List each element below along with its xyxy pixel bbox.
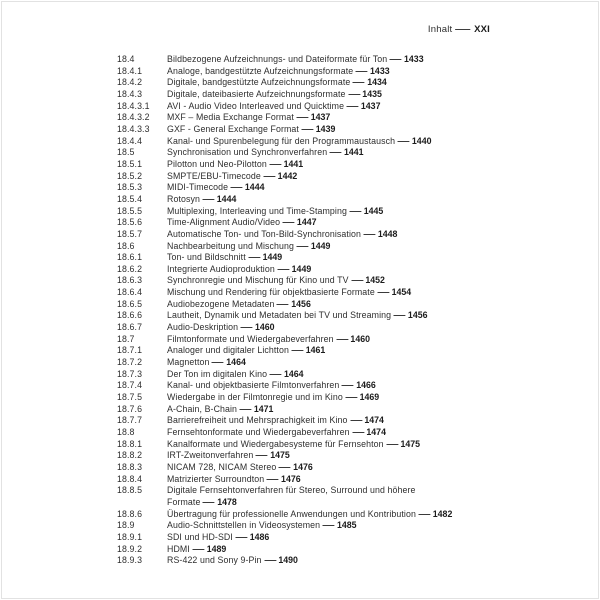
toc-title: MIDI-Timecode <box>167 182 229 193</box>
toc-title: Filmtonformate und Wiedergabeverfahren <box>167 333 334 344</box>
toc-number: 18.7 <box>117 333 135 344</box>
toc-title: Analoge, bandgestützte Aufzeichnungsformate <box>167 65 354 76</box>
toc-page: 1447 <box>296 217 317 228</box>
toc-title: Matrizierter Surroundton <box>167 473 265 484</box>
toc-title: A-Chain, B-Chain <box>167 403 238 414</box>
toc-entry-text <box>167 345 582 357</box>
toc-dash: — <box>202 193 215 204</box>
toc-dash: — <box>282 217 295 228</box>
toc-entry-text <box>167 217 582 229</box>
toc-row <box>117 404 587 416</box>
toc-title: GXF - General Exchange Format <box>167 123 299 134</box>
toc-page: 1440 <box>411 135 432 146</box>
toc-page: 1444 <box>216 193 237 204</box>
toc-number: 18.9.1 <box>117 531 143 542</box>
toc-entry-text <box>167 264 582 276</box>
toc-number: 18.4.2 <box>117 77 143 88</box>
toc-page: 1449 <box>262 252 283 263</box>
toc-page: 1448 <box>377 228 398 239</box>
toc-entry-text <box>167 171 582 183</box>
toc-row <box>117 334 587 346</box>
toc-row <box>117 194 587 206</box>
toc-page: 1460 <box>350 333 370 344</box>
toc-page: 1489 <box>206 543 227 554</box>
toc-number: 18.6.6 <box>117 310 143 321</box>
toc-entry-text <box>167 509 582 521</box>
toc-dash: — <box>301 123 314 134</box>
toc-number: 18.4 <box>117 54 135 64</box>
toc-title: Digitale, bandgestützte Aufzeichnungsformate <box>167 77 351 88</box>
toc-dash: — <box>363 228 376 239</box>
toc-row <box>117 171 587 183</box>
toc-page: 1439 <box>315 123 336 134</box>
page-header <box>428 24 490 35</box>
toc-entry-text <box>167 532 582 544</box>
toc-dash: — <box>269 158 282 169</box>
toc-number: 18.8.3 <box>117 461 143 472</box>
toc-title: Synchronisation und Synchronverfahren <box>167 147 328 158</box>
toc-dash: — <box>352 427 364 437</box>
toc-title: Analoger und digitaler Lichtton <box>167 345 289 356</box>
toc-row <box>117 485 587 508</box>
toc-dash: — <box>277 263 290 274</box>
toc-number: 18.4.3.1 <box>117 100 150 111</box>
toc-row <box>117 415 587 427</box>
toc-number: 18.7.4 <box>117 380 143 391</box>
toc-page: 1466 <box>356 380 376 391</box>
toc-dash: — <box>393 310 406 321</box>
toc-number: 18.9.3 <box>117 555 143 566</box>
toc-entry-text <box>167 404 582 416</box>
toc-page: 1444 <box>244 182 265 193</box>
toc-dash: — <box>349 415 362 426</box>
toc-dash: — <box>211 357 224 368</box>
toc-entry-text <box>167 544 582 556</box>
toc-row <box>117 532 587 544</box>
toc-dash: — <box>322 520 335 531</box>
toc-entry-text <box>167 369 582 381</box>
toc-entry-text <box>167 147 582 159</box>
toc-number: 18.8.1 <box>117 438 143 449</box>
toc-dash: — <box>263 555 276 566</box>
toc-row <box>117 299 587 311</box>
toc-entry-text <box>167 287 582 299</box>
toc-page: 1471 <box>253 403 274 414</box>
toc-number: 18.8.5 <box>117 485 143 496</box>
toc-dash: — <box>192 543 205 554</box>
toc-row <box>117 369 587 381</box>
header-dash: — <box>455 24 471 35</box>
toc-entry-text <box>167 101 582 113</box>
toc-title: Audio-Schnittstellen in Videosystemen <box>167 520 321 531</box>
toc-number: 18.5.7 <box>117 228 143 239</box>
toc-number: 18.9 <box>117 520 135 531</box>
toc-number: 18.5.5 <box>117 205 143 216</box>
book-page <box>1 1 599 599</box>
toc-row <box>117 345 587 357</box>
toc-title: Time-Alignment Audio/Video <box>167 217 281 228</box>
toc-number: 18.5.4 <box>117 193 143 204</box>
toc-page: 1482 <box>432 508 453 519</box>
toc-number: 18.5 <box>117 147 135 158</box>
toc-title: Kanalformate und Wiedergabesysteme für Fernsehton <box>167 438 384 449</box>
toc-page: 1449 <box>291 263 312 274</box>
toc-entry-text <box>167 66 582 78</box>
toc-number: 18.6.3 <box>117 275 143 286</box>
toc-page: 1454 <box>391 287 412 298</box>
toc-entry-text <box>167 124 582 136</box>
toc-number: 18.7.1 <box>117 345 143 356</box>
toc-row <box>117 474 587 486</box>
toc-number: 18.8.6 <box>117 508 143 519</box>
toc-title: Fernsehtonformate und Wiedergabeverfahren <box>167 427 350 437</box>
toc-number: 18.7.2 <box>117 357 143 368</box>
toc-row <box>117 509 587 521</box>
toc-entry-text <box>167 555 582 567</box>
toc-page: 1452 <box>365 275 385 286</box>
toc-row <box>117 147 587 159</box>
toc-page: 1476 <box>281 473 301 484</box>
toc-page: 1435 <box>362 88 382 99</box>
toc-title: NICAM 728, NICAM Stereo <box>167 461 277 472</box>
toc-dash: — <box>346 100 359 111</box>
toc-entry-text <box>167 380 582 392</box>
toc-row <box>117 217 587 229</box>
toc-entry-text <box>167 89 582 101</box>
toc-title: Digitale, dateibasierte Aufzeichnungsformate <box>167 88 346 99</box>
toc-row <box>117 310 587 322</box>
toc-page: 1461 <box>305 345 326 356</box>
toc-dash: — <box>341 380 354 391</box>
toc-entry-text <box>167 112 582 124</box>
toc-title: HDMI <box>167 543 190 554</box>
toc-row <box>117 264 587 276</box>
toc-row <box>117 450 587 462</box>
toc-title: Integrierte Audioproduktion <box>167 263 275 274</box>
toc-dash: — <box>386 438 398 449</box>
toc-dash: — <box>397 135 410 146</box>
toc-dash: — <box>296 112 309 123</box>
toc-dash: — <box>296 240 309 251</box>
toc-number: 18.7.3 <box>117 368 143 379</box>
toc-page: 1441 <box>343 147 364 158</box>
toc-number: 18.6.4 <box>117 287 143 298</box>
toc-dash: — <box>239 403 252 414</box>
toc-number: 18.7.6 <box>117 403 143 414</box>
toc-page: 1460 <box>254 322 275 333</box>
toc-dash: — <box>240 322 253 333</box>
toc-row <box>117 520 587 532</box>
toc-dash: — <box>336 333 348 344</box>
toc-row <box>117 275 587 287</box>
toc-title: Kanal- und objektbasierte Filmtonverfahren <box>167 380 340 391</box>
toc-number: 18.6.2 <box>117 263 143 274</box>
toc-dash: — <box>263 170 276 181</box>
toc-title: Rotosyn <box>167 193 200 204</box>
toc-row <box>117 544 587 556</box>
toc-page: 1464 <box>283 368 304 379</box>
toc-page: 1456 <box>407 310 428 321</box>
toc-entry-text <box>167 334 582 346</box>
toc-dash: — <box>377 287 390 298</box>
toc-number: 18.7.7 <box>117 415 143 426</box>
toc-entry-text <box>167 310 582 322</box>
toc-page: 1476 <box>293 461 313 472</box>
toc-title: Magnetton <box>167 357 210 368</box>
toc-number: 18.5.6 <box>117 217 143 228</box>
toc-number: 18.4.4 <box>117 135 143 146</box>
toc-number: 18.6 <box>117 240 135 251</box>
toc-page: 1441 <box>283 158 304 169</box>
toc-title: Audio-Deskription <box>167 322 239 333</box>
toc-row <box>117 427 587 439</box>
toc-title: Synchronregie und Mischung für Kino und TV <box>167 275 349 286</box>
header-section-label: Inhalt <box>427 24 453 35</box>
toc-entry-text <box>167 299 582 311</box>
toc-number: 18.8.2 <box>117 450 143 461</box>
toc-entry-text <box>167 357 582 369</box>
toc-dash: — <box>345 392 358 403</box>
toc-title: IRT-Zweitonverfahren <box>167 450 254 461</box>
toc-dash: — <box>349 205 362 216</box>
toc-entry-text <box>167 229 582 241</box>
toc-row <box>117 287 587 299</box>
toc-title: Wiedergabe in der Filmtonregie und im Kino <box>167 392 343 403</box>
toc-dash: — <box>269 368 282 379</box>
toc-entry-text <box>167 159 582 171</box>
toc-row <box>117 322 587 334</box>
toc-number: 18.6.5 <box>117 298 143 309</box>
toc-entry-text <box>167 392 582 404</box>
toc-dash: — <box>351 275 363 286</box>
toc-dash: — <box>278 461 291 472</box>
toc-dash: — <box>347 88 360 99</box>
toc-page: 1475 <box>400 438 421 449</box>
toc-list <box>117 54 587 567</box>
toc-page: 1486 <box>249 531 270 542</box>
toc-entry-text <box>167 462 582 474</box>
toc-entry-text <box>167 474 582 486</box>
toc-row <box>117 462 587 474</box>
toc-title: MXF – Media Exchange Format <box>167 112 294 123</box>
toc-number: 18.5.2 <box>117 170 143 181</box>
toc-number: 18.4.3 <box>117 88 143 99</box>
toc-title: Mischung und Rendering für objektbasierte Formate <box>167 287 375 298</box>
toc-dash: — <box>230 182 243 193</box>
toc-number: 18.4.3.3 <box>117 123 150 134</box>
toc-row <box>117 159 587 171</box>
toc-number: 18.8 <box>117 427 135 437</box>
toc-title: Übertragung für professionelle Anwendungen und Kontribution <box>167 508 416 519</box>
toc-number: 18.6.1 <box>117 252 143 263</box>
toc-number: 18.4.1 <box>117 65 143 76</box>
toc-page: 1445 <box>363 205 384 216</box>
toc-number: 18.9.2 <box>117 543 143 554</box>
toc-page: 1485 <box>336 520 357 531</box>
toc-page: 1442 <box>277 170 298 181</box>
toc-page: 1433 <box>370 65 390 76</box>
toc-dash: — <box>266 473 279 484</box>
toc-entry-text <box>167 439 582 451</box>
toc-row <box>117 241 587 253</box>
toc-title: Bildbezogene Aufzeichnungs- und Dateiformate für Ton <box>167 54 388 64</box>
toc-dash: — <box>329 147 342 158</box>
toc-row <box>117 439 587 451</box>
toc-number: 18.5.1 <box>117 158 143 169</box>
toc-entry-text <box>167 322 582 334</box>
toc-number: 18.4.3.2 <box>117 112 150 123</box>
toc-page: 1437 <box>310 112 331 123</box>
toc-title: Audiobezogene Metadaten <box>167 298 275 309</box>
toc-row <box>117 136 587 148</box>
toc-title: Lautheit, Dynamik und Metadaten bei TV und Streaming <box>167 310 392 321</box>
toc-page: 1434 <box>367 77 387 88</box>
toc-dash: — <box>276 298 289 309</box>
header-page-number: XXI <box>474 24 490 35</box>
toc-row <box>117 229 587 241</box>
toc-row <box>117 124 587 136</box>
toc-entry-text <box>167 206 582 218</box>
toc-row <box>117 112 587 124</box>
toc-dash: — <box>352 77 365 88</box>
toc-row <box>117 380 587 392</box>
toc-number: 18.8.4 <box>117 473 143 484</box>
toc-entry-text <box>167 252 582 264</box>
toc-row <box>117 66 587 78</box>
toc-entry-text <box>167 485 582 508</box>
toc-title: Digitale Fernsehtonverfahren für Stereo, Surround und höhere Formate <box>167 485 416 507</box>
toc-entry-text <box>167 194 582 206</box>
toc-entry-text <box>167 415 582 427</box>
toc-dash: — <box>389 54 402 64</box>
toc-dash: — <box>355 65 368 76</box>
toc-title: Der Ton im digitalen Kino <box>167 368 268 379</box>
toc-number: 18.6.7 <box>117 322 143 333</box>
toc-title: Ton- und Bildschnitt <box>167 252 246 263</box>
toc-page: 1456 <box>291 298 311 309</box>
toc-row <box>117 357 587 369</box>
toc-row <box>117 392 587 404</box>
toc-page: 1475 <box>270 450 290 461</box>
toc-dash: — <box>418 508 431 519</box>
toc-title: Nachbearbeitung und Mischung <box>167 240 295 251</box>
toc-row <box>117 555 587 567</box>
toc-row <box>117 77 587 89</box>
toc-dash: — <box>291 345 304 356</box>
toc-entry-text <box>167 520 582 532</box>
toc-entry-text <box>167 182 582 194</box>
toc-entry-text <box>167 450 582 462</box>
toc-dash: — <box>202 496 215 507</box>
toc-page: 1437 <box>360 100 381 111</box>
toc-number: 18.7.5 <box>117 392 143 403</box>
toc-entry-text <box>167 136 582 148</box>
toc-entry-text <box>167 241 582 253</box>
toc-title: RS-422 und Sony 9-Pin <box>167 555 262 566</box>
toc-row <box>117 89 587 101</box>
toc-entry-text <box>167 54 582 66</box>
toc-number: 18.5.3 <box>117 182 143 193</box>
toc-page: 1478 <box>217 496 237 507</box>
toc-title: AVI - Audio Video Interleaved und Quicktime <box>167 100 345 111</box>
toc-page: 1464 <box>226 357 246 368</box>
toc-row <box>117 101 587 113</box>
toc-row <box>117 54 587 66</box>
toc-title: Kanal- und Spurenbelegung für den Programmaustausch <box>167 135 396 146</box>
toc-title: Barrierefreiheit und Mehrsprachigkeit im Kino <box>167 415 348 426</box>
toc-page: 1469 <box>359 392 380 403</box>
toc-row <box>117 182 587 194</box>
toc-page: 1490 <box>278 555 298 566</box>
toc-entry-text <box>167 275 582 287</box>
toc-title: Multiplexing, Interleaving und Time-Stamping <box>167 205 347 216</box>
toc-entry-text <box>167 77 582 89</box>
toc-title: Automatische Ton- und Ton-Bild-Synchronisation <box>167 228 362 239</box>
toc-title: Pilotton und Neo-Pilotton <box>167 158 267 169</box>
toc-row <box>117 252 587 264</box>
toc-title: SMPTE/EBU-Timecode <box>167 170 261 181</box>
toc-page: 1474 <box>364 415 384 426</box>
toc-page: 1449 <box>310 240 331 251</box>
toc-entry-text <box>167 427 582 439</box>
toc-dash: — <box>235 531 248 542</box>
toc-page: 1474 <box>366 427 386 437</box>
toc-row <box>117 206 587 218</box>
toc-title: SDI und HD-SDI <box>167 531 233 542</box>
toc-page: 1433 <box>404 54 424 64</box>
toc-dash: — <box>255 450 268 461</box>
toc-dash: — <box>248 252 261 263</box>
